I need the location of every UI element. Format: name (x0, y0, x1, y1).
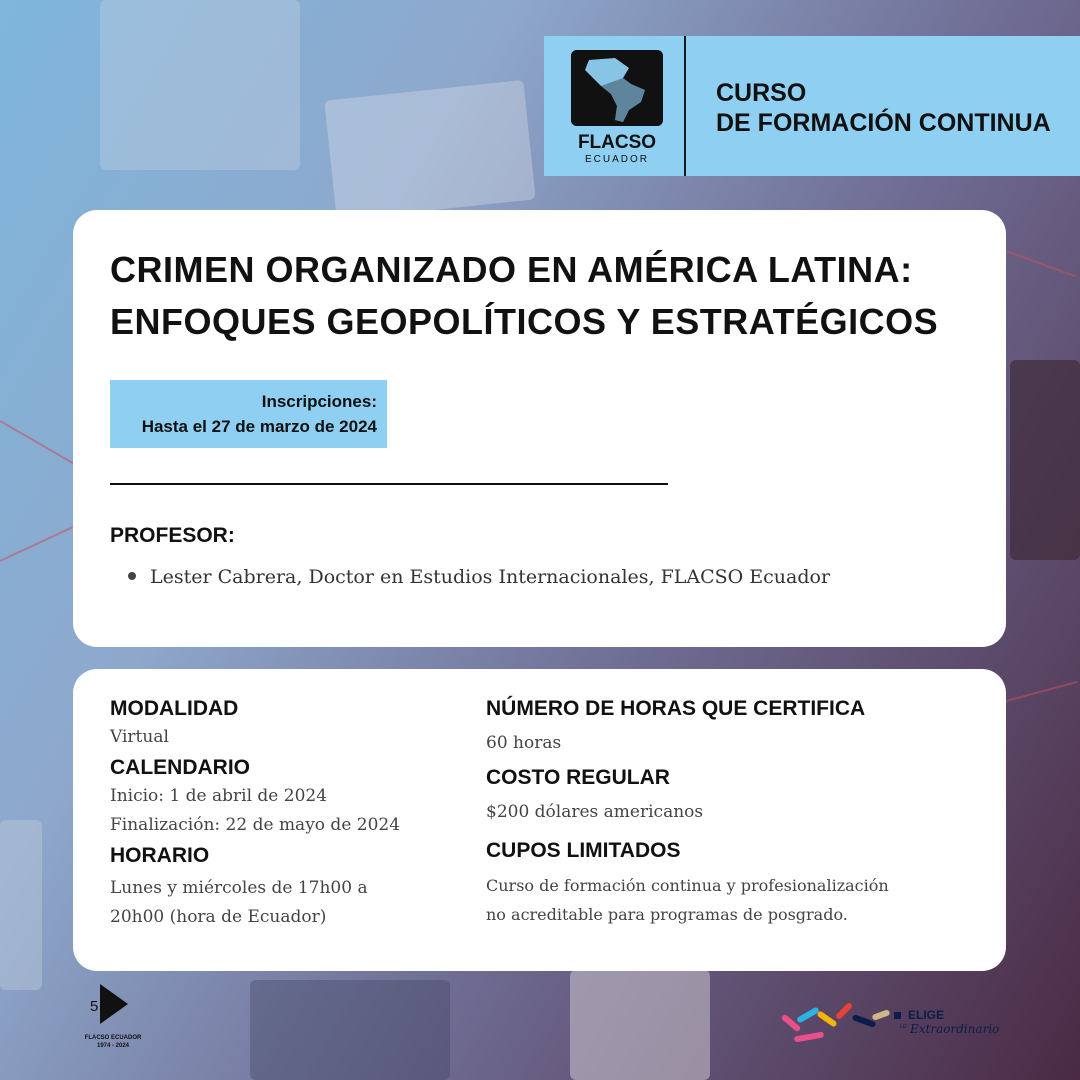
elige-extraordinario-logo (776, 1002, 1016, 1052)
background-photo-dark-paper (1010, 360, 1080, 560)
course-type-heading (716, 78, 1051, 138)
logo-stroke (816, 1010, 837, 1028)
background-photo-left (0, 820, 42, 990)
square-icon (894, 1012, 901, 1019)
background-red-thread (1006, 250, 1076, 277)
course-title-line1: CRIMEN ORGANIZADO EN AMÉRICA LATINA: (110, 249, 913, 290)
schedule-line1: Lunes y miércoles de 17h00 a (110, 878, 368, 898)
schedule-line2: 20h00 (hora de Ecuador) (110, 907, 327, 927)
inscriptions-badge (110, 380, 387, 448)
triangle-icon (100, 984, 128, 1024)
professor-list-item (128, 566, 830, 588)
campaign-word-elige: ELIGE (908, 1008, 945, 1022)
logo-stroke (835, 1002, 853, 1020)
course-type-line1: CURSO (716, 79, 807, 107)
cost-label: COSTO REGULAR (486, 766, 670, 789)
schedule-label: HORARIO (110, 844, 210, 867)
logo-stroke (794, 1031, 825, 1042)
modality-label: MODALIDAD (110, 697, 239, 720)
details-left-column (110, 695, 470, 932)
anniversary-years: 1974 - 2024 (96, 1043, 130, 1049)
background-photo-clock (570, 970, 710, 1080)
background-photo-newspaper (324, 80, 535, 220)
course-title-line2: ENFOQUES GEOPOLÍTICOS Y ESTRATÉGICOS (110, 301, 939, 342)
header-banner (544, 36, 1080, 176)
calendar-end: Finalización: 22 de mayo de 2024 (110, 815, 401, 835)
course-type-line2: DE FORMACIÓN CONTINUA (716, 109, 1051, 137)
calendar-start: Inicio: 1 de abril de 2024 (110, 786, 328, 806)
calendar-label: CALENDARIO (110, 756, 250, 779)
note-line2: no acreditable para programas de posgrado. (486, 905, 848, 924)
inscriptions-label: Inscripciones: (261, 392, 377, 411)
inscriptions-date: Hasta el 27 de marzo de 2024 (141, 417, 377, 436)
logo-name: FLACSO (577, 132, 657, 153)
modality-value: Virtual (110, 727, 169, 747)
flacso-logo (562, 50, 672, 170)
anniversary-number: 5 (90, 998, 99, 1015)
hours-value: 60 horas (486, 733, 562, 753)
anniversary-logo (82, 984, 144, 1064)
course-title (110, 244, 970, 348)
background-red-thread (0, 526, 73, 562)
course-info-card (73, 210, 1006, 647)
logo-subtitle: ECUADOR (584, 154, 649, 165)
details-right-column (486, 695, 986, 929)
campaign-word-extraordinario: Extraordinario (910, 1022, 1000, 1036)
header-divider (684, 36, 686, 176)
bullet-icon (128, 572, 136, 580)
professor-label: PROFESOR: (110, 524, 235, 547)
anniversary-caption (82, 1034, 144, 1050)
background-photo-bottom (250, 980, 450, 1080)
hours-label: NÚMERO DE HORAS QUE CERTIFICA (486, 697, 866, 720)
cost-value: $200 dólares americanos (486, 802, 704, 822)
seats-label: CUPOS LIMITADOS (486, 839, 681, 862)
divider-line (110, 483, 668, 485)
course-details-card (73, 669, 1006, 971)
anniversary-name: FLACSO ECUADOR (84, 1035, 142, 1041)
background-red-thread (1006, 681, 1078, 702)
background-photo-person (100, 0, 300, 170)
professor-name: Lester Cabrera, Doctor en Estudios Internacionales, FLACSO Ecuador (150, 566, 831, 588)
latin-america-map-icon (571, 50, 663, 126)
campaign-word-lo: LO (900, 1024, 907, 1030)
note-line1: Curso de formación continua y profesionalización (486, 876, 889, 895)
logo-stroke (872, 1009, 891, 1021)
